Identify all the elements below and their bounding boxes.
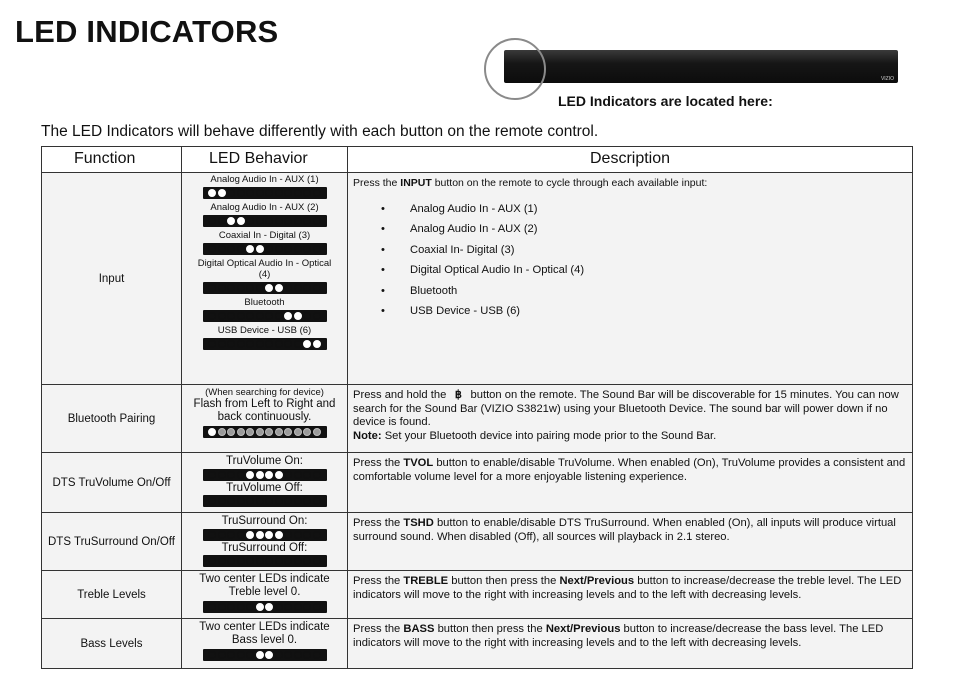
- led-dot: [218, 651, 226, 659]
- list-item-label: Bluetooth: [410, 284, 458, 297]
- led-dot: [237, 189, 245, 197]
- desc-text: Press the: [353, 623, 404, 635]
- led-dot: [313, 217, 321, 225]
- led-dot: [265, 217, 273, 225]
- led-dot: [256, 284, 264, 292]
- led-dot: [256, 312, 264, 320]
- list-item: [375, 301, 906, 322]
- led-dot: [208, 217, 216, 225]
- led-bar: [203, 601, 327, 613]
- led-dot: [256, 603, 264, 611]
- led-dot: [275, 603, 283, 611]
- bluetooth-icon: ฿: [454, 389, 462, 401]
- led-dot: [227, 428, 235, 436]
- led-dot: [246, 340, 254, 348]
- led-label: TruVolume Off:: [226, 482, 303, 494]
- led-dot: [303, 557, 311, 565]
- led-cell: [182, 385, 348, 453]
- led-dot: [256, 245, 264, 253]
- led-dot: [275, 651, 283, 659]
- led-dot: [237, 312, 245, 320]
- led-dot: [284, 217, 292, 225]
- desc-bold: TSHD: [403, 517, 434, 529]
- led-dot: [208, 312, 216, 320]
- led-dot: [313, 284, 321, 292]
- led-dot: [265, 531, 273, 539]
- led-dot: [265, 651, 273, 659]
- led-dot: [237, 245, 245, 253]
- led-bar: [203, 649, 327, 661]
- list-item-label: Analog Audio In - AUX (2): [410, 223, 538, 235]
- led-dot: [246, 245, 254, 253]
- desc-bold: TVOL: [403, 457, 434, 469]
- desc-text: button then press the: [448, 575, 560, 587]
- bullet: •: [381, 243, 385, 256]
- header-description: Description: [348, 147, 913, 173]
- led-dot: [275, 557, 283, 565]
- led-dot: [313, 245, 321, 253]
- led-dot: [246, 531, 254, 539]
- led-dot: [284, 189, 292, 197]
- table-row-bluetooth: [42, 385, 913, 453]
- led-dot: [284, 428, 292, 436]
- table-header-row: [42, 147, 913, 173]
- led-dot: [284, 497, 292, 505]
- led-bar: [203, 469, 327, 481]
- led-dot: [246, 603, 254, 611]
- led-dot: [294, 531, 302, 539]
- led-dot: [313, 340, 321, 348]
- led-dot: [227, 217, 235, 225]
- led-label: Digital Optical Audio In - Optical (4): [197, 258, 332, 280]
- led-dot: [208, 531, 216, 539]
- led-dot: [303, 531, 311, 539]
- list-item-label: Analog Audio In - AUX (1): [410, 202, 538, 215]
- led-dot: [227, 603, 235, 611]
- note-text: Set your Bluetooth device into pairing mode prior to the Sound Bar.: [381, 429, 717, 442]
- led-label: Flash from Left to Right and back continuously.: [193, 398, 336, 423]
- led-dot: [246, 497, 254, 505]
- led-dot: [218, 471, 226, 479]
- led-dot: [237, 651, 245, 659]
- led-dot: [265, 428, 273, 436]
- led-dot: [208, 497, 216, 505]
- led-dot: [265, 557, 273, 565]
- led-dot: [275, 340, 283, 348]
- header-function: Function: [42, 147, 182, 173]
- desc-bold: BASS: [403, 623, 435, 635]
- led-dot: [313, 497, 321, 505]
- desc-text: Press the: [353, 457, 404, 469]
- led-bar: [203, 495, 327, 507]
- led-dot: [275, 428, 283, 436]
- led-dot: [237, 557, 245, 565]
- led-dot: [303, 340, 311, 348]
- led-dot: [218, 189, 226, 197]
- led-label: TruVolume On:: [226, 455, 303, 467]
- led-note: (When searching for device): [205, 387, 324, 398]
- led-dot: [246, 217, 254, 225]
- desc-text: button to increase/decrease the bass level. The LED indicators will move to the right with increasing levels and to the left with decreasing levels.: [353, 623, 884, 649]
- desc-text: button to enable/disable TruVolume. When enabled (On), TruVolume provides a consistent and comfortable volume level for a more enjoyable listening experience.: [353, 457, 906, 483]
- led-indicator-table: [41, 146, 913, 669]
- led-dot: [218, 284, 226, 292]
- list-item-label: Digital Optical Audio In - Optical (4): [410, 264, 585, 276]
- led-dot: [208, 340, 216, 348]
- led-dot: [237, 217, 245, 225]
- led-dot: [208, 428, 216, 436]
- led-dot: [313, 471, 321, 479]
- led-dot: [237, 497, 245, 505]
- led-dot: [237, 603, 245, 611]
- led-location-label: LED Indicators are located here:: [558, 93, 773, 109]
- table-row-truvolume: [42, 453, 913, 513]
- led-dot: [294, 603, 302, 611]
- led-dot: [246, 284, 254, 292]
- led-dot: [294, 245, 302, 253]
- description-cell: [348, 173, 913, 385]
- led-dot: [256, 189, 264, 197]
- desc-bold: TREBLE: [403, 575, 449, 587]
- table-row-input: [42, 173, 913, 385]
- led-dot: [313, 428, 321, 436]
- led-dot: [227, 340, 235, 348]
- led-dot: [294, 497, 302, 505]
- list-item: [375, 240, 906, 261]
- led-dot: [227, 312, 235, 320]
- led-dot: [265, 471, 273, 479]
- led-dot: [284, 603, 292, 611]
- led-dot: [218, 312, 226, 320]
- desc-bold: INPUT: [400, 177, 432, 189]
- led-dot: [237, 471, 245, 479]
- bullet: •: [381, 305, 385, 317]
- led-dot: [265, 284, 273, 292]
- led-dot: [237, 340, 245, 348]
- intro-text: The LED Indicators will behave differently with each button on the remote control.: [41, 123, 599, 140]
- led-dot: [227, 557, 235, 565]
- led-dot: [227, 189, 235, 197]
- led-dot: [294, 557, 302, 565]
- table-row-bass: [42, 619, 913, 669]
- led-dot: [227, 651, 235, 659]
- led-dot: [275, 217, 283, 225]
- table-row-treble: [42, 571, 913, 619]
- soundbar-logo: VIZIO: [880, 76, 894, 82]
- function-cell: Treble Levels: [42, 571, 182, 619]
- led-dot: [294, 284, 302, 292]
- list-item: [375, 260, 906, 281]
- led-dot: [218, 217, 226, 225]
- led-dot: [256, 531, 264, 539]
- led-dot: [256, 497, 264, 505]
- led-dot: [313, 557, 321, 565]
- desc-text: button then press the: [434, 623, 546, 635]
- desc-bold: Next/Previous: [545, 623, 621, 635]
- list-item-label: USB Device - USB (6): [410, 305, 521, 317]
- led-label: TruSurround On:: [221, 515, 308, 527]
- led-dot: [256, 217, 264, 225]
- led-dot: [313, 651, 321, 659]
- led-dot: [246, 471, 254, 479]
- led-dot: [313, 189, 321, 197]
- led-dot: [313, 531, 321, 539]
- led-dot: [265, 312, 273, 320]
- bullet: •: [381, 284, 385, 297]
- led-dot: [256, 340, 264, 348]
- table-row-trusurround: [42, 513, 913, 571]
- led-dot: [246, 557, 254, 565]
- led-dot: [208, 245, 216, 253]
- led-dot: [227, 497, 235, 505]
- led-dot: [237, 531, 245, 539]
- led-bar: [203, 555, 327, 567]
- description-cell: [348, 385, 913, 453]
- bullet: •: [381, 223, 385, 235]
- led-dot: [208, 189, 216, 197]
- led-dot: [265, 189, 273, 197]
- led-dot: [218, 557, 226, 565]
- led-dot: [237, 284, 245, 292]
- led-dot: [256, 471, 264, 479]
- header-led-behavior: LED Behavior: [182, 147, 348, 173]
- led-label: TruSurround Off:: [221, 542, 308, 554]
- led-dot: [294, 428, 302, 436]
- led-dot: [284, 557, 292, 565]
- led-cell: [182, 571, 348, 619]
- desc-text: Press and hold the: [353, 389, 450, 401]
- led-dot: [275, 189, 283, 197]
- led-dot: [275, 245, 283, 253]
- led-dot: [218, 603, 226, 611]
- led-dot: [227, 471, 235, 479]
- led-dot: [303, 312, 311, 320]
- desc-text: button on the remote to cycle through each available input:: [431, 177, 708, 189]
- led-dot: [208, 557, 216, 565]
- led-label: Analog Audio In - AUX (1): [210, 174, 319, 185]
- description-cell: [348, 453, 913, 513]
- desc-bold: Next/Previous: [559, 575, 635, 587]
- bullet: •: [381, 202, 385, 215]
- list-item: [375, 219, 906, 240]
- led-dot: [265, 340, 273, 348]
- led-label: Coaxial In - Digital (3): [218, 230, 311, 241]
- input-list: [375, 199, 906, 322]
- led-dot: [303, 471, 311, 479]
- desc-text: Press the: [353, 517, 404, 529]
- list-item: [375, 281, 906, 302]
- bullet: •: [381, 264, 385, 276]
- led-dot: [313, 312, 321, 320]
- led-label: Analog Audio In - AUX (2): [210, 202, 319, 213]
- led-dot: [294, 217, 302, 225]
- led-dot: [294, 312, 302, 320]
- led-dot: [246, 651, 254, 659]
- soundbar-image: [504, 50, 898, 83]
- function-cell: Bluetooth Pairing: [42, 385, 182, 453]
- led-dot: [256, 428, 264, 436]
- led-dot: [218, 245, 226, 253]
- desc-text: button to enable/disable DTS TruSurround. When enabled (On), all inputs will produce virtual surround sound. When disabled (Off), all sources will playback in 2.1 stereo.: [353, 517, 896, 543]
- led-dot: [256, 557, 264, 565]
- led-dot: [227, 284, 235, 292]
- led-dot: [227, 245, 235, 253]
- desc-text: button to increase/decrease the treble level. The LED indicators will move to the right with increasing levels and to the left with decreasing levels.: [353, 575, 902, 601]
- led-dot: [237, 428, 245, 436]
- led-dot: [284, 340, 292, 348]
- led-dot: [303, 603, 311, 611]
- led-bar: [203, 529, 327, 541]
- led-dot: [275, 497, 283, 505]
- led-dot: [284, 245, 292, 253]
- led-dot: [218, 497, 226, 505]
- led-dot: [275, 471, 283, 479]
- description-cell: [348, 513, 913, 571]
- led-label: Two center LEDs indicate Treble level 0.: [199, 573, 330, 598]
- led-dot: [246, 189, 254, 197]
- led-dot: [294, 651, 302, 659]
- desc-text: button on the remote. The Sound Bar will be discoverable for 15 minutes. You can now search for the Sound Bar (VIZIO S3821w) using your Bluetooth Device. The sound bar will power down if no device is found.: [353, 389, 899, 428]
- led-location-circle: [484, 38, 546, 100]
- led-cell: [182, 513, 348, 571]
- led-dot: [218, 531, 226, 539]
- led-dot: [218, 340, 226, 348]
- led-bar: [203, 282, 327, 294]
- led-dot: [303, 217, 311, 225]
- page-title: LED INDICATORS: [15, 14, 279, 49]
- note-label: Note:: [353, 429, 382, 442]
- led-dot: [218, 428, 226, 436]
- led-dot: [265, 603, 273, 611]
- led-dot: [303, 497, 311, 505]
- led-cell: [182, 453, 348, 513]
- function-cell: Input: [42, 173, 182, 385]
- list-item: [375, 199, 906, 220]
- led-dot: [284, 531, 292, 539]
- led-dot: [303, 428, 311, 436]
- led-dot: [303, 651, 311, 659]
- led-dot: [303, 245, 311, 253]
- led-dot: [208, 284, 216, 292]
- led-dot: [275, 531, 283, 539]
- function-cell: DTS TruSurround On/Off: [42, 513, 182, 571]
- led-bar: [203, 215, 327, 227]
- led-dot: [284, 284, 292, 292]
- led-label: USB Device - USB (6): [217, 325, 312, 336]
- led-dot: [303, 189, 311, 197]
- led-cell: [182, 173, 348, 385]
- led-dot: [246, 428, 254, 436]
- led-dot: [303, 284, 311, 292]
- led-dot: [265, 245, 273, 253]
- led-dot: [208, 471, 216, 479]
- description-text: [353, 177, 906, 191]
- led-bar: [203, 338, 327, 350]
- led-dot: [265, 497, 273, 505]
- led-bar: [203, 310, 327, 322]
- led-dot: [313, 603, 321, 611]
- desc-text: Press the: [353, 177, 401, 189]
- desc-text: Press the: [353, 575, 404, 587]
- led-label: Bluetooth: [244, 297, 285, 308]
- led-bar: [203, 426, 327, 438]
- led-dot: [294, 189, 302, 197]
- description-cell: [348, 571, 913, 619]
- led-dot: [294, 340, 302, 348]
- led-label: Two center LEDs indicate Bass level 0.: [199, 621, 330, 646]
- led-dot: [208, 603, 216, 611]
- led-dot: [284, 312, 292, 320]
- led-dot: [275, 284, 283, 292]
- function-cell: DTS TruVolume On/Off: [42, 453, 182, 513]
- led-dot: [208, 651, 216, 659]
- led-dot: [275, 312, 283, 320]
- led-dot: [256, 651, 264, 659]
- led-bar: [203, 243, 327, 255]
- function-cell: Bass Levels: [42, 619, 182, 669]
- led-dot: [284, 651, 292, 659]
- led-cell: [182, 619, 348, 669]
- led-bar: [203, 187, 327, 199]
- led-dot: [246, 312, 254, 320]
- description-cell: [348, 619, 913, 669]
- list-item-label: Coaxial In- Digital (3): [410, 243, 515, 256]
- led-dot: [284, 471, 292, 479]
- led-dot: [294, 471, 302, 479]
- led-dot: [227, 531, 235, 539]
